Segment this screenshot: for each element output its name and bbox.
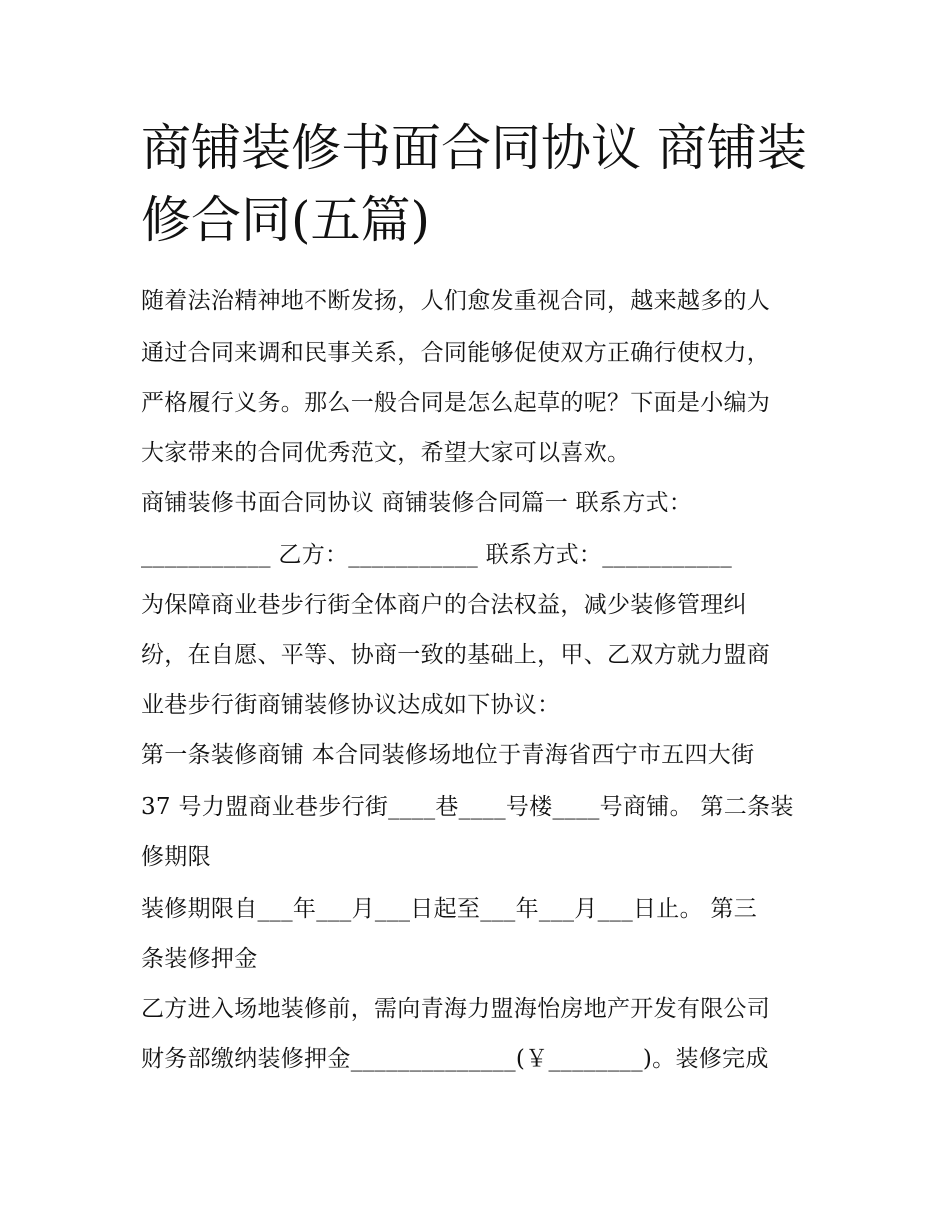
paragraph-line: 财务部缴纳装修押金______________(￥________)。装修完成: [141, 1046, 769, 1072]
paragraph-line: 严格履行义务。那么一般合同是怎么起草的呢？下面是小编为: [141, 390, 771, 416]
paragraph-line: 通过合同来调和民事关系，合同能够促使双方正确行使权力，: [141, 340, 771, 366]
document-title: [141, 112, 821, 256]
paragraph-line: 商铺装修书面合同协议 商铺装修合同篇一 联系方式：: [141, 490, 693, 516]
paragraph-line: 修期限: [141, 844, 211, 870]
paragraph-line: 为保障商业巷步行街全体商户的合法权益，减少装修管理纠: [141, 592, 747, 618]
paragraph-line: 随着法治精神地不断发扬，人们愈发重视合同，越来越多的人: [141, 288, 771, 314]
paragraph-line: 装修期限自___年___月___日起至___年___月___日止。 第三: [141, 896, 758, 922]
title-line-2: 修合同(五篇): [141, 191, 431, 249]
paragraph-line: 第一条装修商铺 本合同装修场地位于青海省西宁市五四大街: [141, 742, 755, 768]
paragraph-line: 37 号力盟商业巷步行街____巷____号楼____号商铺。 第二条装: [141, 794, 794, 820]
paragraph-line: 条装修押金: [141, 946, 258, 972]
paragraph-line: 乙方进入场地装修前，需向青海力盟海怡房地产开发有限公司: [141, 996, 771, 1022]
paragraph-line: 业巷步行街商铺装修协议达成如下协议：: [141, 692, 561, 718]
title-line-1: 商铺装修书面合同协议 商铺装: [141, 119, 807, 177]
paragraph-line: 纷，在自愿、平等、协商一致的基础上，甲、乙双方就力盟商: [141, 642, 771, 668]
paragraph-line: ___________ 乙方：___________ 联系方式：___________: [141, 542, 733, 568]
paragraph-line: 大家带来的合同优秀范文，希望大家可以喜欢。: [141, 440, 631, 466]
